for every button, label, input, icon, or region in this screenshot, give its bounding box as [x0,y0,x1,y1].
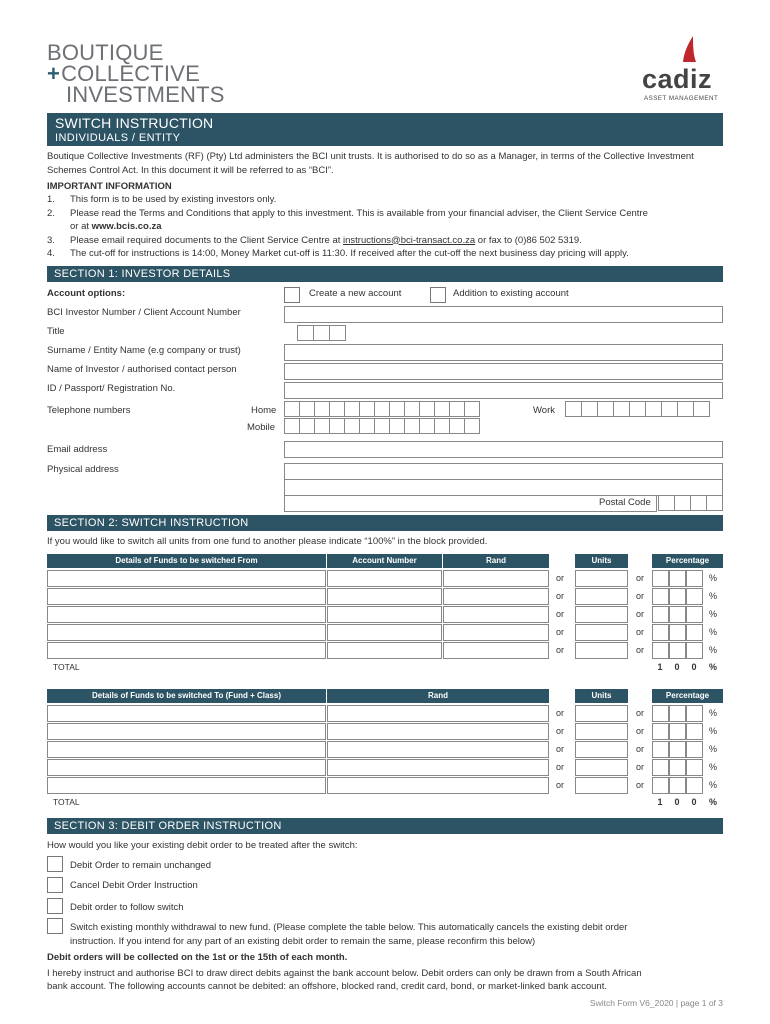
to-pct-digit-r1-0[interactable] [652,723,669,740]
from-units-r1[interactable] [575,588,628,605]
to-or-units-4: or [556,780,565,790]
addition-existing-account-label: Addition to existing account [453,288,569,299]
to-pct-digit-r1-1[interactable] [669,723,686,740]
debit-collection-note: Debit orders will be collected on the 1st or the 15th of each month. [47,952,348,963]
to-pct-digit-r0-1[interactable] [669,705,686,722]
to-pct-sign-4: % [708,780,717,790]
website-link[interactable]: www.bcis.co.za [91,221,162,232]
important-list [47,193,723,261]
to-pct-sign-1: % [708,726,717,736]
from-pct-digit-r2-0[interactable] [652,606,669,623]
from-pct-digit-r1-2[interactable] [686,588,703,605]
to-pct-digit-r1-2[interactable] [686,723,703,740]
form-title: SWITCH INSTRUCTION [55,115,214,131]
from-total-pct: % [708,662,717,672]
debit-switch-withdrawal-checkbox[interactable] [47,918,63,934]
debit-remain-label: Debit Order to remain unchanged [70,860,211,871]
to-or-pct-0: or [636,708,645,718]
cadiz-wordmark: cadiz [642,64,713,94]
from-total-digit-0: 1 [657,662,663,672]
account-options-label: Account options: [47,288,126,299]
to-pct-sign-0: % [708,708,717,718]
to-cell-r2-c0[interactable] [47,741,326,758]
section3-header: SECTION 3: DEBIT ORDER INSTRUCTION [47,818,723,834]
from-pct-sign-2: % [708,609,717,619]
to-total-label: TOTAL [53,797,80,807]
surname-label: Surname / Entity Name (e.g company or trust) [47,345,241,356]
mobile-label: Mobile [247,422,275,433]
form-title-bar [47,113,723,146]
from-pct-digit-r3-0[interactable] [652,624,669,641]
to-pct-digit-r0-0[interactable] [652,705,669,722]
from-or-units-3: or [556,627,565,637]
important-heading: IMPORTANT INFORMATION [47,181,172,192]
to-cell-r3-c1[interactable] [327,759,549,776]
to-pct-digit-r2-0[interactable] [652,741,669,758]
from-cell-r1-c0[interactable] [47,588,326,605]
debit-follow-label: Debit order to follow switch [70,902,184,913]
to-or-pct-4: or [636,780,645,790]
to-cell-r1-c0[interactable] [47,723,326,740]
to-pct-digit-r4-2[interactable] [686,777,703,794]
id-label: ID / Passport/ Registration No. [47,383,176,394]
to-cell-r0-c0[interactable] [47,705,326,722]
intro-paragraph: Boutique Collective Investments (RF) (Pty) Ltd administers the BCI unit trusts. It is authorised to do so as a Manager, in terms of the Collective Investment Schemes Control Act. In this document it will be referred to as “BCI”. [47,151,694,176]
debit-switch-withdrawal-line1: Switch existing monthly withdrawal to new fund. (Please complete the table below. This automatically cancels the existing debit order [70,922,628,933]
from-header-0: Details of Funds to be switched From [47,554,326,568]
from-or-pct-2: or [636,609,645,619]
to-header-2: Units [575,689,628,703]
to-header-3: Percentage [652,689,723,703]
bci-number-field[interactable] [284,306,723,323]
to-pct-digit-r2-2[interactable] [686,741,703,758]
physical-address-label: Physical address [47,464,119,475]
from-cell-r4-c1[interactable] [327,642,442,659]
physical-address-line2[interactable] [284,479,723,496]
from-or-units-1: or [556,591,565,601]
from-total-label: TOTAL [53,662,80,672]
to-cell-r2-c1[interactable] [327,741,549,758]
debit-cancel-label: Cancel Debit Order Instruction [70,880,198,891]
to-units-r1[interactable] [575,723,628,740]
from-cell-r1-c2[interactable] [443,588,549,605]
from-units-r2[interactable] [575,606,628,623]
section1-header: SECTION 1: INVESTOR DETAILS [47,266,723,282]
to-pct-digit-r4-0[interactable] [652,777,669,794]
create-new-account-label: Create a new account [309,288,402,299]
from-cell-r2-c1[interactable] [327,606,442,623]
important-item-4: 4. The cut-off for instructions is 14:00, Money Market cut-off is 11:30. If received after the cut-off the next business day pricing will apply. [47,248,629,259]
from-units-r4[interactable] [575,642,628,659]
from-cell-r3-c2[interactable] [443,624,549,641]
important-item-2: 2. Please read the Terms and Conditions that apply to this investment. This is available from your financial adviser, the Client Service Centre or at www.bcis.co.za [47,207,648,232]
from-or-pct-0: or [636,573,645,583]
from-cell-r4-c2[interactable] [443,642,549,659]
from-or-units-0: or [556,573,565,583]
from-pct-sign-3: % [708,627,717,637]
from-cell-r1-c1[interactable] [327,588,442,605]
from-or-pct-4: or [636,645,645,655]
debit-cancel-checkbox[interactable] [47,877,63,893]
to-or-units-0: or [556,708,565,718]
mobile-phone-field[interactable] [284,418,479,434]
create-new-account-checkbox[interactable] [284,287,300,303]
authorise-line2: bank account. The following accounts cannot be debited: an offshore, blocked rand, credit card, bond, or market-linked bank account. [47,981,607,992]
from-or-units-4: or [556,645,565,655]
physical-address-line1[interactable] [284,463,723,480]
to-units-r2[interactable] [575,741,628,758]
to-or-units-1: or [556,726,565,736]
from-pct-sign-1: % [708,591,717,601]
from-units-r0[interactable] [575,570,628,587]
to-or-pct-1: or [636,726,645,736]
surname-field[interactable] [284,344,723,361]
from-total-digit-2: 0 [691,662,697,672]
from-pct-digit-r4-1[interactable] [669,642,686,659]
to-units-r4[interactable] [575,777,628,794]
from-cell-r3-c0[interactable] [47,624,326,641]
from-cell-r4-c0[interactable] [47,642,326,659]
to-cell-r3-c0[interactable] [47,759,326,776]
page-footer: Switch Form V6_2020 | page 1 of 3 [589,998,723,1008]
to-total-digit-2: 0 [691,797,697,807]
from-or-pct-1: or [636,591,645,601]
postal-code-label: Postal Code [599,497,651,508]
debit-follow-checkbox[interactable] [47,898,63,914]
to-pct-sign-3: % [708,762,717,772]
to-or-pct-3: or [636,762,645,772]
from-or-units-2: or [556,609,565,619]
name-field[interactable] [284,363,723,380]
debit-switch-withdrawal-line2: instruction. If you intend for any part of an existing debit order to remain the same, please reconfirm this below) [70,936,536,947]
from-or-pct-3: or [636,627,645,637]
title-label: Title [47,326,65,337]
to-cell-r0-c1[interactable] [327,705,549,722]
home-label: Home [251,405,277,416]
email-field[interactable] [284,441,723,458]
to-pct-sign-2: % [708,744,717,754]
from-cell-r0-c2[interactable] [443,570,549,587]
to-pct-digit-r3-0[interactable] [652,759,669,776]
from-pct-digit-r4-2[interactable] [686,642,703,659]
from-pct-digit-r4-0[interactable] [652,642,669,659]
home-phone-field[interactable] [284,401,479,417]
to-or-units-3: or [556,762,565,772]
name-label: Name of Investor / authorised contact person [47,364,237,375]
to-units-r3[interactable] [575,759,628,776]
bci-logo [47,42,225,105]
from-pct-digit-r0-0[interactable] [652,570,669,587]
from-pct-digit-r1-0[interactable] [652,588,669,605]
from-cell-r3-c1[interactable] [327,624,442,641]
to-or-pct-2: or [636,744,645,754]
authorise-line1: I hereby instruct and authorise BCI to draw direct debits against the bank account below. Debit orders can only be drawn from a South African [47,968,642,979]
from-header-2: Rand [443,554,549,568]
id-field[interactable] [284,382,723,399]
from-pct-digit-r1-1[interactable] [669,588,686,605]
postal-code-field[interactable] [658,495,722,511]
from-header-4: Percentage [652,554,723,568]
from-pct-digit-r3-2[interactable] [686,624,703,641]
to-pct-digit-r4-1[interactable] [669,777,686,794]
form-subtitle: INDIVIDUALS / ENTITY [55,132,181,144]
from-pct-sign-0: % [708,573,717,583]
to-pct-digit-r3-2[interactable] [686,759,703,776]
important-item-3: 3. Please email required documents to the Client Service Centre at instructions@bci-transact.co.za or fax to (0)86 502 5319. [47,234,582,246]
debit-question: How would you like your existing debit order to be treated after the switch: [47,840,358,851]
section2-header: SECTION 2: SWITCH INSTRUCTION [47,515,723,531]
important-item-1: 1. This form is to be used by existing investors only. [47,194,277,205]
to-pct-digit-r3-1[interactable] [669,759,686,776]
telephone-label: Telephone numbers [47,405,131,416]
switch-note: If you would like to switch all units from one fund to another please indicate “100%” in the block provided. [47,536,488,547]
cadiz-sail-icon [638,34,728,68]
to-header-0: Details of Funds to be switched To (Fund + Class) [47,689,326,703]
to-pct-digit-r2-1[interactable] [669,741,686,758]
from-total-digit-1: 0 [674,662,680,672]
to-pct-digit-r0-2[interactable] [686,705,703,722]
from-cell-r0-c0[interactable] [47,570,326,587]
from-pct-digit-r3-1[interactable] [669,624,686,641]
bci-logo-line3: INVESTMENTS [66,82,225,107]
bci-logo-line2: +COLLECTIVE [47,61,200,86]
to-cell-r4-c0[interactable] [47,777,326,794]
addition-existing-account-checkbox[interactable] [430,287,446,303]
to-total-digit-1: 0 [674,797,680,807]
from-cell-r2-c2[interactable] [443,606,549,623]
from-cell-r0-c1[interactable] [327,570,442,587]
to-total-digit-0: 1 [657,797,663,807]
bci-number-label: BCI Investor Number / Client Account Number [47,307,241,318]
email-link[interactable]: instructions@bci-transact.co.za [343,234,476,246]
to-total-pct: % [708,797,717,807]
from-cell-r2-c0[interactable] [47,606,326,623]
email-label: Email address [47,444,108,455]
cadiz-logo [638,34,728,106]
to-cell-r4-c1[interactable] [327,777,549,794]
to-or-units-2: or [556,744,565,754]
from-pct-digit-r0-1[interactable] [669,570,686,587]
to-cell-r1-c1[interactable] [327,723,549,740]
from-pct-sign-4: % [708,645,717,655]
from-pct-digit-r0-2[interactable] [686,570,703,587]
from-units-r3[interactable] [575,624,628,641]
work-phone-field[interactable] [565,401,709,417]
from-header-1: Account Number [327,554,442,568]
cadiz-subtitle: ASSET MANAGEMENT [644,95,719,102]
from-pct-digit-r2-2[interactable] [686,606,703,623]
title-field[interactable] [297,325,345,341]
from-pct-digit-r2-1[interactable] [669,606,686,623]
to-header-1: Rand [327,689,549,703]
bci-logo-line1: BOUTIQUE [47,40,164,65]
debit-remain-checkbox[interactable] [47,856,63,872]
work-label: Work [533,405,555,416]
from-header-3: Units [575,554,628,568]
to-units-r0[interactable] [575,705,628,722]
